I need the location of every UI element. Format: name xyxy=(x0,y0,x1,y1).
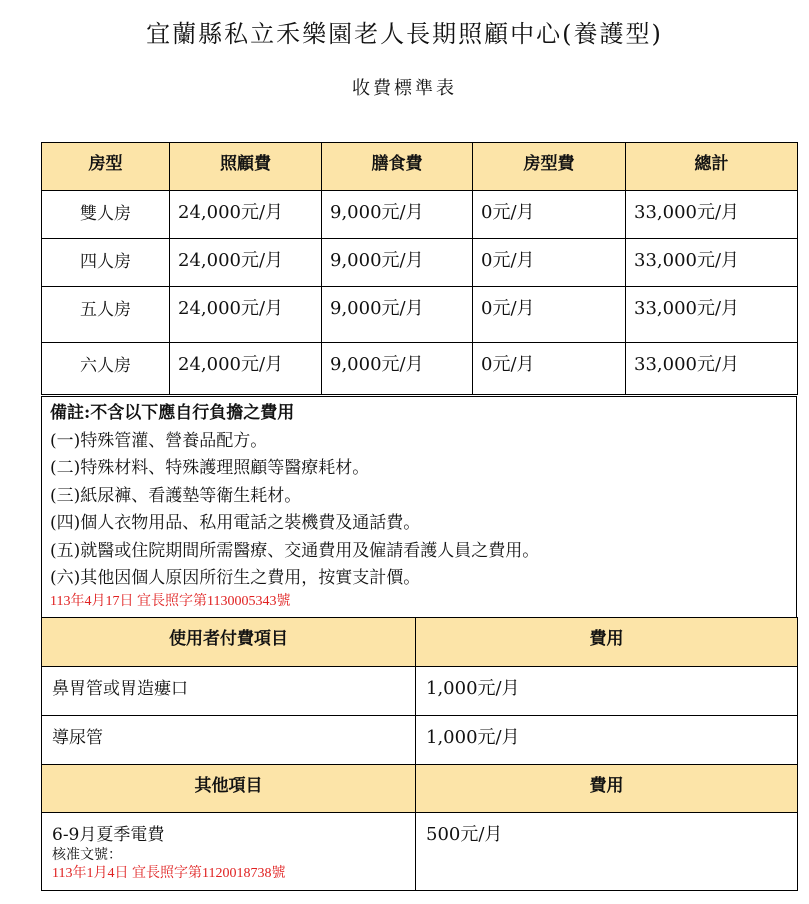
room-type-cell: 雙人房 xyxy=(42,191,170,239)
notes-box xyxy=(41,396,797,618)
care-fee-cell: 24,000元/月 xyxy=(170,343,322,395)
room-fee-cell: 0元/月 xyxy=(473,343,626,395)
total-cell: 33,000元/月 xyxy=(626,343,798,395)
user-fee-item-header: 使用者付費項目 xyxy=(42,618,416,667)
note-item: (二)特殊材料、特殊護理照顧等醫療耗材。 xyxy=(50,458,370,478)
room-type-cell: 四人房 xyxy=(42,239,170,287)
other-item-header: 其他項目 xyxy=(42,765,416,813)
column-header-room-type: 房型 xyxy=(42,143,170,191)
approval-label: 核准文號： xyxy=(52,847,122,863)
care-fee-cell: 24,000元/月 xyxy=(170,191,322,239)
room-fee-cell: 0元/月 xyxy=(473,287,626,343)
meal-fee-cell: 9,000元/月 xyxy=(322,343,473,395)
note-item: (一)特殊管灌、營養品配方。 xyxy=(50,430,268,451)
column-header-total: 總計 xyxy=(626,143,798,191)
other-fee-approval-number: 113年1月4日 宜長照字第1120018738號 xyxy=(52,866,286,881)
column-header-meal-fee: 膳食費 xyxy=(322,143,473,191)
room-type-cell: 五人房 xyxy=(42,287,170,343)
page-subtitle: 收費標準表 xyxy=(352,78,457,99)
table-row xyxy=(42,343,798,395)
other-fee-header: 費用 xyxy=(416,765,798,813)
total-cell: 33,000元/月 xyxy=(626,287,798,343)
user-fee-value: 1,000元/月 xyxy=(416,667,798,716)
care-fee-cell: 24,000元/月 xyxy=(170,287,322,343)
column-header-room-fee: 房型費 xyxy=(473,143,626,191)
room-fee-cell: 0元/月 xyxy=(473,239,626,287)
user-fee-value: 1,000元/月 xyxy=(416,716,798,765)
total-cell: 33,000元/月 xyxy=(626,191,798,239)
user-fee-header: 費用 xyxy=(416,618,798,667)
total-cell: 33,000元/月 xyxy=(626,239,798,287)
room-type-cell: 六人房 xyxy=(42,343,170,395)
table-row xyxy=(42,813,798,891)
table-row xyxy=(42,287,798,343)
note-item: (四)個人衣物用品、私用電話之裝機費及通話費。 xyxy=(50,513,421,533)
notes-heading: 備註:不含以下應自行負擔之費用 xyxy=(50,403,295,423)
other-fees-header-row xyxy=(42,765,798,813)
care-fee-cell: 24,000元/月 xyxy=(170,239,322,287)
meal-fee-cell: 9,000元/月 xyxy=(322,239,473,287)
fee-table-header-row xyxy=(42,143,798,191)
column-header-care-fee: 照顧費 xyxy=(170,143,322,191)
note-item: (五)就醫或住院期間所需醫療、交通費用及僱請看護人員之費用。 xyxy=(50,540,540,561)
fee-table xyxy=(41,142,798,395)
notes-approval-number: 113年4月17日 宜長照字第1130005343號 xyxy=(50,593,291,609)
additional-fees-table xyxy=(41,617,798,891)
page-title: 宜蘭縣私立禾樂園老人長期照顧中心(養護型) xyxy=(146,20,663,48)
user-fee-item: 導尿管 xyxy=(42,716,416,765)
meal-fee-cell: 9,000元/月 xyxy=(322,287,473,343)
table-row xyxy=(42,716,798,765)
table-row xyxy=(42,667,798,716)
note-item: (三)紙尿褲、看護墊等衛生耗材。 xyxy=(50,485,302,506)
meal-fee-cell: 9,000元/月 xyxy=(322,191,473,239)
other-fee-item: 6-9月夏季電費 xyxy=(52,825,165,845)
room-fee-cell: 0元/月 xyxy=(473,191,626,239)
table-row xyxy=(42,191,798,239)
other-fee-value: 500元/月 xyxy=(416,813,798,891)
notes-cell xyxy=(42,397,797,618)
user-fees-header-row xyxy=(42,618,798,667)
user-fee-item: 鼻胃管或胃造瘻口 xyxy=(42,667,416,716)
other-fee-item-cell xyxy=(42,813,416,891)
table-row xyxy=(42,239,798,287)
note-item: (六)其他因個人原因所衍生之費用，按實支計價。 xyxy=(50,568,421,588)
